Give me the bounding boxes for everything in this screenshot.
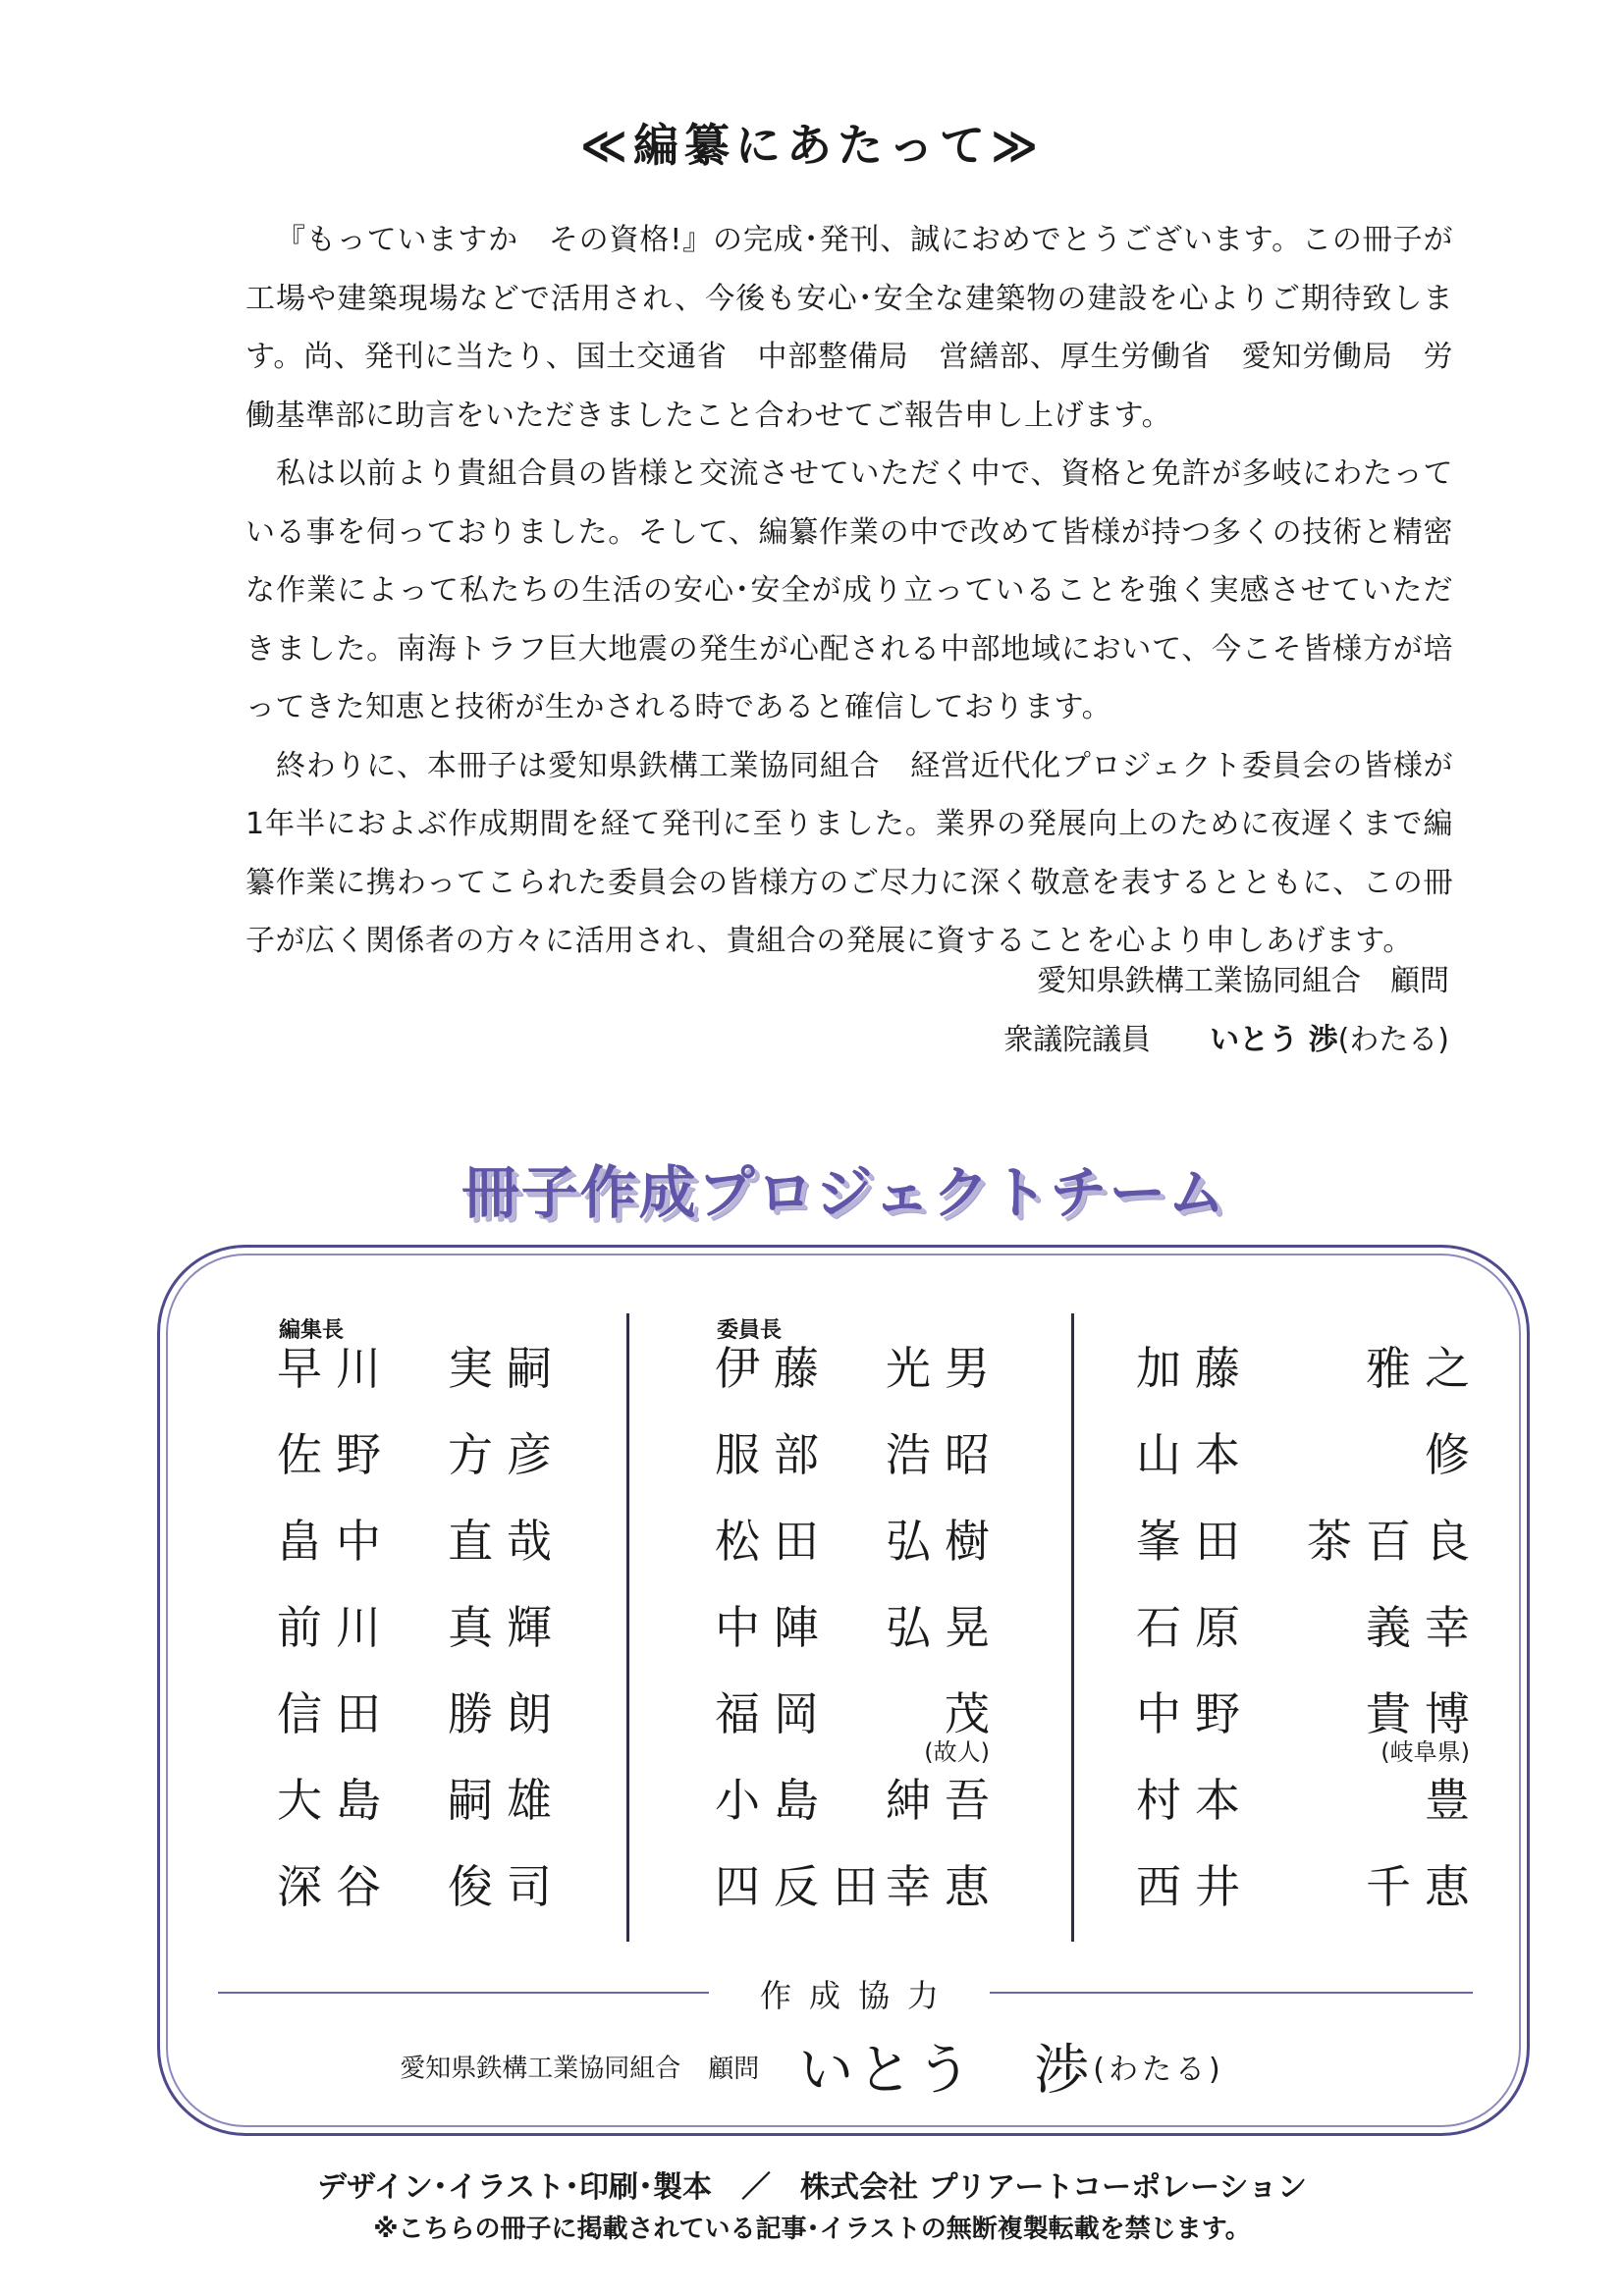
- member-row: [1136, 1771, 1484, 1830]
- member-family-name: 前川: [277, 1601, 395, 1654]
- member-row: [277, 1684, 566, 1743]
- member-family-name: 伊藤: [715, 1342, 833, 1395]
- member-given-name: 嗣雄: [448, 1774, 566, 1827]
- footer-notice: ※こちらの冊子に掲載されている記事･イラストの無断複製転載を禁じます。: [373, 2215, 1251, 2244]
- cooperation-label: 作成協力: [759, 1977, 956, 2014]
- member-family-name: 松田: [715, 1515, 833, 1568]
- member-family-name: 服部: [715, 1428, 833, 1481]
- column-divider: [626, 1313, 629, 1942]
- cooperation-credit: [0, 2027, 1624, 2106]
- cooperation-role: 顧問: [708, 2054, 760, 2084]
- member-given-name: 貴博: [1366, 1687, 1484, 1740]
- member-given-name: 雅之: [1366, 1342, 1484, 1395]
- member-row: [715, 1598, 1003, 1657]
- member-row: [277, 1857, 566, 1916]
- member-family-name: 中野: [1136, 1687, 1254, 1740]
- cooperation-rule-right: [990, 1992, 1473, 1994]
- member-row: [715, 1857, 1003, 1916]
- member-given-name: 幸恵: [886, 1860, 1003, 1913]
- signature-title: 衆議院議員: [1003, 1023, 1152, 1057]
- signature-name: いとう 渉: [1210, 1023, 1338, 1057]
- member-family-name: 村本: [1136, 1774, 1254, 1827]
- member-row: [1136, 1598, 1484, 1657]
- member-given-name: 茂: [945, 1687, 1003, 1740]
- member-family-name: 大島: [277, 1774, 395, 1827]
- member-row: [715, 1771, 1003, 1830]
- member-row: [1136, 1339, 1484, 1398]
- member-family-name: 加藤: [1136, 1342, 1254, 1395]
- member-given-name: 豊: [1425, 1774, 1484, 1827]
- member-row: [1136, 1512, 1484, 1571]
- cooperation-org: 愛知県鉄構工業協同組合: [400, 2054, 681, 2084]
- member-row: [1136, 1857, 1484, 1916]
- member-family-name: 早川: [277, 1342, 395, 1395]
- member-family-name: 西井: [1136, 1860, 1254, 1913]
- member-given-name: 俊司: [448, 1860, 566, 1913]
- member-given-name: 弘樹: [886, 1515, 1003, 1568]
- intro-paragraph: 私は以前より貴組合員の皆様と交流させていただく中で、資格と免許が多岐にわたっている事を伺っておりました。そして、編纂作業の中で改めて皆様が持つ多くの技術と精密な作業によって私たちの生活の安心･安全が成り立っていることを強く実感させていただきました。南海トラフ巨大地震の発生が心配される中部地域において、今こそ皆様方が培ってきた知恵と技術が生かされる時であると確信しております。: [245, 456, 1453, 724]
- signature-affiliation: 愛知県鉄構工業協同組合 顧問: [1037, 964, 1449, 998]
- member-given-name: 真輝: [448, 1601, 566, 1654]
- signature-block: [762, 952, 1449, 1070]
- member-given-name: 光男: [886, 1342, 1003, 1395]
- member-row: [277, 1512, 566, 1571]
- member-family-name: 中陣: [715, 1601, 833, 1654]
- member-given-name: 浩昭: [886, 1428, 1003, 1481]
- member-family-name: 福岡: [715, 1687, 833, 1740]
- cooperation-reading: (わたる): [1093, 2053, 1224, 2087]
- member-given-name: 義幸: [1366, 1601, 1484, 1654]
- member-family-name: 山本: [1136, 1428, 1254, 1481]
- member-family-name: 石原: [1136, 1601, 1254, 1654]
- member-given-name: 茶百良: [1307, 1515, 1484, 1568]
- member-given-name: 千恵: [1366, 1860, 1484, 1913]
- member-row: [715, 1425, 1003, 1484]
- member-row: [715, 1512, 1003, 1571]
- member-note: (故人): [924, 1738, 990, 1766]
- intro-heading: ≪編纂にあたって≫: [579, 119, 1045, 172]
- member-row: [277, 1598, 566, 1657]
- member-row: [715, 1339, 1003, 1398]
- member-given-name: 実嗣: [448, 1342, 566, 1395]
- cooperation-name: いとう 渉: [798, 2039, 1094, 2103]
- member-given-name: 修: [1425, 1428, 1484, 1481]
- member-note: (岐阜県): [1380, 1738, 1470, 1766]
- member-row: [1136, 1684, 1484, 1743]
- team-title: 冊子作成プロジェクトチーム: [461, 1159, 1227, 1226]
- member-row: [1136, 1425, 1484, 1484]
- member-given-name: 直哉: [448, 1515, 566, 1568]
- signature-line: [762, 1011, 1449, 1070]
- role-label-editor-in-chief: 編集長: [279, 1318, 345, 1343]
- member-row: [277, 1771, 566, 1830]
- member-given-name: 紳吾: [886, 1774, 1003, 1827]
- intro-paragraph: 終わりに、本冊子は愛知県鉄構工業協同組合 経営近代化プロジェクト委員会の皆様が1年半におよぶ作成期間を経て発刊に至りました。業界の発展向上のために夜遅くまで編纂作業に携わってこられた委員会の皆様方のご尽力に深く敬意を表するとともに、この冊子が広く関係者の方々に活用され、貴組合の発展に資することを心より申しあげます。: [245, 748, 1453, 958]
- member-row: [277, 1339, 566, 1398]
- member-family-name: 小島: [715, 1774, 833, 1827]
- member-given-name: 弘晃: [886, 1601, 1003, 1654]
- member-row: [715, 1684, 1003, 1743]
- member-family-name: 畠中: [277, 1515, 395, 1568]
- footer-credit: デザイン･イラスト･印刷･製本 ／ 株式会社 プリアートコーポレーション: [317, 2170, 1307, 2205]
- member-given-name: 方彦: [448, 1428, 566, 1481]
- column-divider: [1071, 1313, 1074, 1942]
- member-family-name: 信田: [277, 1687, 395, 1740]
- member-given-name: 勝朗: [448, 1687, 566, 1740]
- cooperation-rule-left: [218, 1992, 709, 1994]
- intro-body: [245, 211, 1453, 971]
- member-family-name: 深谷: [277, 1860, 395, 1913]
- intro-paragraph: 『もっていますか その資格!』の完成･発刊、誠におめでとうございます。この冊子が工場や建築現場などで活用され、今後も安心･安全な建築物の建設を心よりご期待致します。尚、発刊に当たり、国土交通省 中部整備局 営繕部、厚生労働省 愛知労働局 労働基準部に助言をいただきましたこと合わせてご報告申し上げます。: [245, 223, 1453, 433]
- role-label-committee-chair: 委員長: [717, 1318, 783, 1343]
- member-family-name: 佐野: [277, 1428, 395, 1481]
- member-row: [277, 1425, 566, 1484]
- signature-reading: (わたる): [1337, 1023, 1449, 1057]
- member-family-name: 峯田: [1136, 1515, 1254, 1568]
- member-family-name: 四反田: [715, 1860, 892, 1913]
